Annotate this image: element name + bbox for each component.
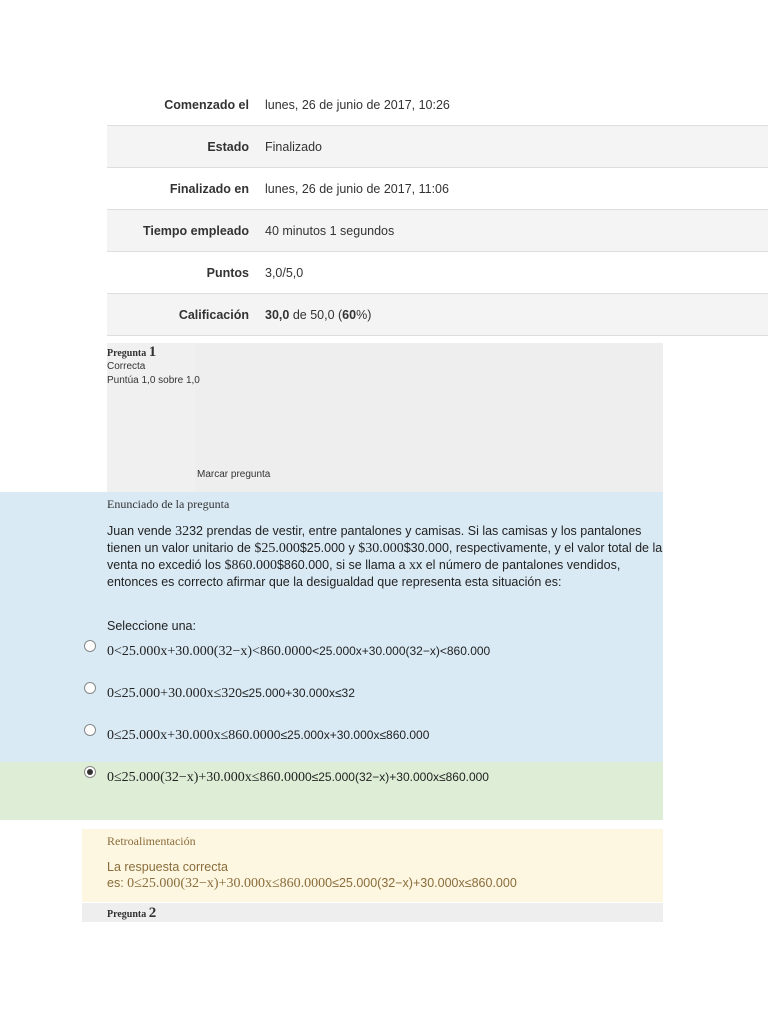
feedback-prefix: es: — [107, 876, 128, 890]
summary-row-finished — [107, 168, 768, 210]
radio-button[interactable] — [84, 682, 96, 694]
grade-percent: 60 — [342, 308, 357, 322]
text-part: x el número de pantalones vendidos, entonces es correcto afirmar que la desigualdad que representa esta situación es: — [107, 558, 621, 589]
question-title — [107, 344, 156, 361]
feedback-box — [82, 829, 663, 902]
answer-plain: 0<25.000x+30.000(32−x)<860.000 — [305, 644, 491, 658]
question-text — [107, 523, 663, 591]
summary-value: Finalizado — [265, 140, 322, 154]
question-state: Correcta — [107, 361, 146, 372]
answer-math: 0≤25.000x+30.000x≤860.000 — [107, 728, 274, 743]
question-number: 1 — [148, 344, 157, 360]
feedback-heading: Retroalimentación — [107, 834, 196, 848]
math-inline: 32 — [175, 524, 190, 539]
question-2-header — [82, 903, 663, 922]
radio-button[interactable] — [84, 724, 96, 736]
answer-option[interactable] — [0, 675, 663, 717]
select-one-prompt: Seleccione una: — [107, 619, 196, 633]
answer-plain: 0≤25.000(32−x)+30.000x≤860.000 — [304, 770, 489, 784]
math-inline: $30.000 — [358, 541, 404, 556]
question-grade: Puntúa 1,0 sobre 1,0 — [107, 375, 200, 386]
summary-value: 3,0/5,0 — [265, 266, 304, 280]
math-inline: $25.000 — [254, 541, 300, 556]
grade-end: %) — [356, 308, 372, 322]
summary-row-state — [107, 126, 768, 168]
summary-label: Finalizado en — [169, 182, 249, 196]
answer-option[interactable] — [0, 717, 663, 759]
feedback-text — [107, 859, 517, 892]
summary-label: Comenzado el — [164, 98, 249, 112]
answer-text[interactable] — [107, 686, 355, 702]
summary-label: Tiempo empleado — [142, 224, 249, 238]
summary-row-time-taken — [107, 210, 768, 252]
feedback-plain: 0≤25.000(32−x)+30.000x≤860.000 — [325, 876, 517, 890]
answer-text[interactable] — [107, 770, 489, 786]
question-heading: Enunciado de la pregunta — [107, 497, 230, 511]
summary-value: lunes, 26 de junio de 2017, 11:06 — [265, 182, 449, 196]
summary-row-started — [107, 84, 768, 126]
text-part: 32 prendas de vestir, entre pantalones y camisas. Si las camisas y los pantalones tienen un valor unitario de — [107, 524, 642, 555]
text-part: $25.000 y — [299, 541, 359, 555]
radio-button[interactable] — [84, 640, 96, 652]
question-title-word: Pregunta — [107, 348, 147, 359]
text-part: $30.000, respectivamente, y el valor total de la venta no excedió los — [107, 541, 663, 572]
flag-question-link[interactable]: Marcar pregunta — [197, 469, 271, 480]
math-inline: $860.000 — [224, 558, 277, 573]
feedback-answer — [107, 875, 517, 892]
grade-score: 30,0 — [265, 308, 290, 322]
answer-option-selected[interactable] — [0, 760, 663, 802]
summary-row-grade — [107, 294, 768, 336]
summary-label: Calificación — [178, 308, 249, 322]
question-title-word: Pregunta — [107, 909, 147, 920]
summary-value — [265, 308, 371, 322]
text-part: Juan vende — [107, 524, 176, 538]
answer-plain: 0≤25.000x+30.000x≤860.000 — [273, 728, 430, 742]
answer-math: 0<25.000x+30.000(32−x)<860.000 — [107, 644, 306, 659]
text-part: $860.000, si se llama a — [276, 558, 409, 572]
radio-button-selected[interactable] — [84, 766, 96, 778]
summary-value: lunes, 26 de junio de 2017, 10:26 — [265, 98, 450, 112]
math-inline: x — [408, 558, 416, 573]
grade-mid: de 50,0 ( — [289, 308, 343, 322]
answer-math: 0≤25.000(32−x)+30.000x≤860.000 — [107, 770, 305, 785]
answer-text[interactable] — [107, 644, 490, 660]
answer-math: 0≤25.000+30.000x≤32 — [107, 686, 236, 701]
summary-value: 40 minutos 1 segundos — [265, 224, 395, 238]
question-title — [107, 905, 156, 922]
answer-plain: 0≤25.000+30.000x≤32 — [235, 686, 355, 700]
question-info — [107, 343, 663, 492]
attempt-summary-table — [107, 84, 768, 336]
summary-label: Estado — [207, 140, 249, 154]
feedback-math: 0≤25.000(32−x)+30.000x≤860.000 — [127, 876, 326, 891]
question-number: 2 — [148, 905, 157, 921]
answer-option[interactable] — [0, 632, 663, 674]
summary-label: Puntos — [206, 266, 249, 280]
summary-row-points — [107, 252, 768, 294]
answer-text[interactable] — [107, 728, 429, 744]
feedback-line: La respuesta correcta — [107, 860, 228, 874]
